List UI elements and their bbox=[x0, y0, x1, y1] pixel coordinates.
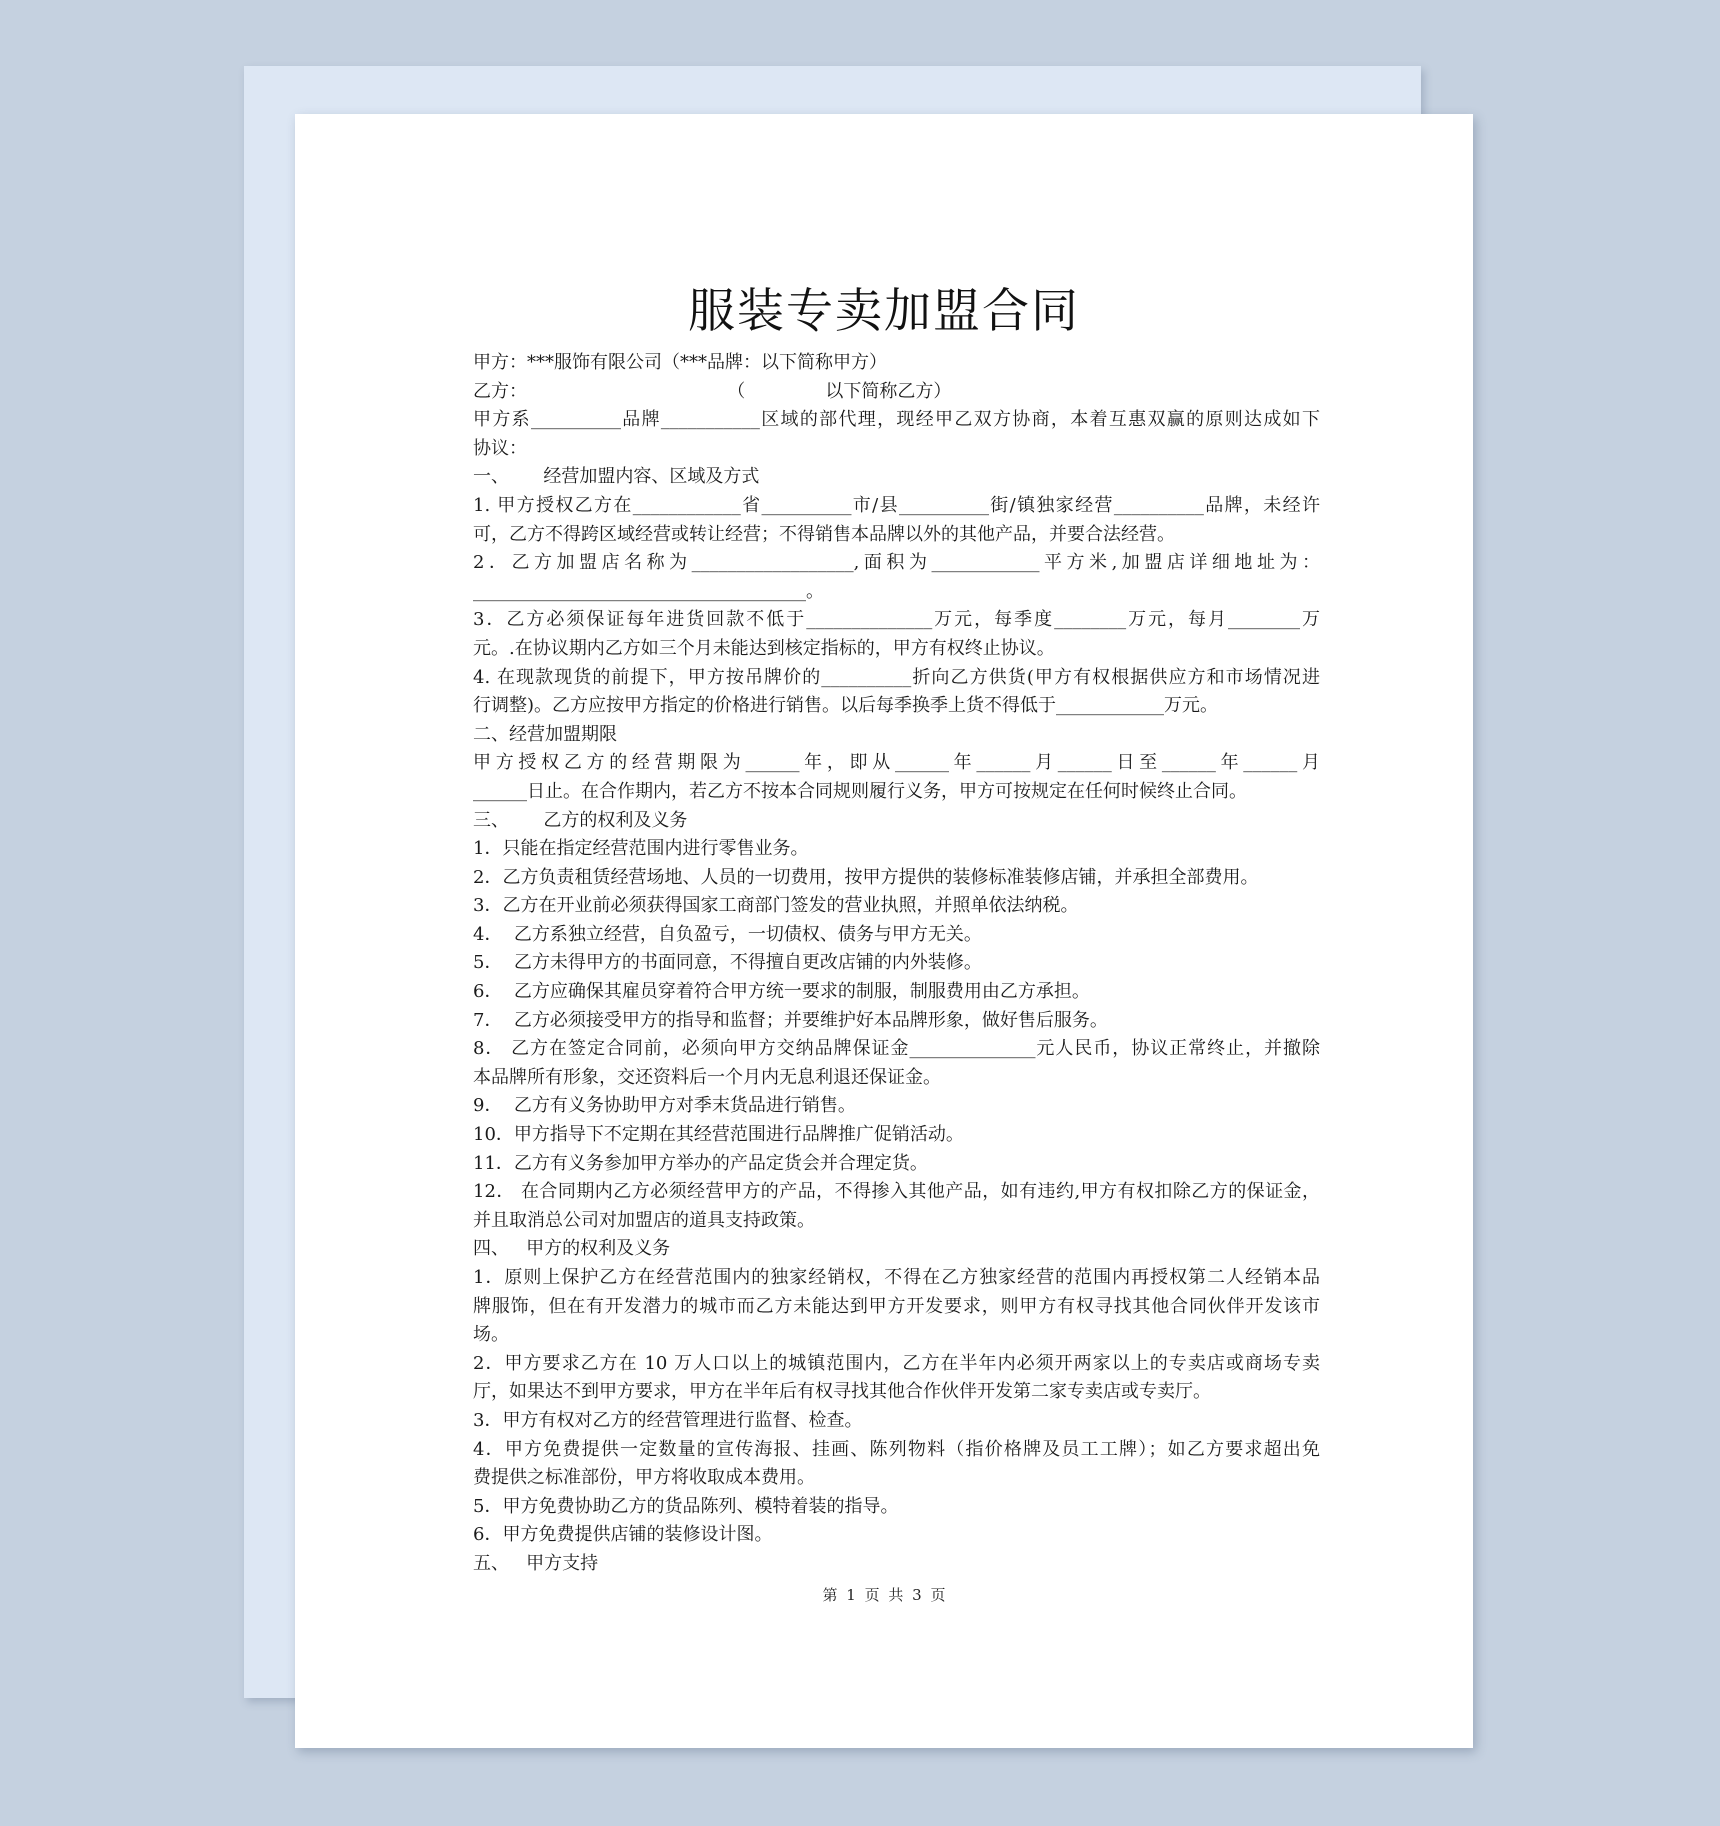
contract-line: 五、 甲方支持 bbox=[473, 1552, 599, 1574]
document-page bbox=[295, 114, 1473, 1748]
contract-line: 甲方系__________品牌___________区域的部代理，现经甲乙双方协商，本着互惠双赢的原则达成如下 bbox=[473, 409, 1320, 431]
contract-line: 本品牌所有形象，交还资料后一个月内无息利退还保证金。 bbox=[473, 1066, 941, 1088]
contract-line: 4. 在现款现货的前提下，甲方按吊牌价的__________折向乙方供货(甲方有权根据供应方和市场情况进 bbox=[473, 666, 1320, 688]
contract-line: 1. 甲方授权乙方在____________省__________市/县__________街/镇独家经营__________品牌，未经许 bbox=[473, 494, 1320, 516]
contract-line: 乙方： （ 以下简称乙方） bbox=[473, 380, 952, 402]
contract-line: 12． 在合同期内乙方必须经营甲方的产品，不得掺入其他产品，如有违约,甲方有权扣除乙方的保证金， bbox=[473, 1181, 1320, 1203]
contract-line: 可，乙方不得跨区域经营或转让经营；不得销售本品牌以外的其他产品，并要合法经营。 bbox=[473, 523, 1175, 545]
contract-line: 2．甲方要求乙方在 10 万人口以上的城镇范围内，乙方在半年内必须开两家以上的专卖店或商场专卖 bbox=[473, 1352, 1320, 1374]
contract-line: 甲方：***服饰有限公司（***品牌：以下简称甲方） bbox=[473, 352, 887, 373]
contract-line: 3．甲方有权对乙方的经营管理进行监督、检查。 bbox=[473, 1409, 863, 1431]
contract-line: 牌服饰，但在有开发潜力的城市而乙方未能达到甲方开发要求，则甲方有权寻找其他合同伙伴开发该市 bbox=[473, 1295, 1320, 1317]
contract-line: 场。 bbox=[473, 1324, 509, 1346]
contract-line: 费提供之标准部份，甲方将收取成本费用。 bbox=[473, 1467, 815, 1489]
page-number-footer: 第 1 页 共 3 页 bbox=[822, 1586, 946, 1604]
contract-line: 1．只能在指定经营范围内进行零售业务。 bbox=[473, 838, 809, 860]
contract-line: 厅，如果达不到甲方要求，甲方在半年后有权寻找其他合作伙伴开发第二家专卖店或专卖厅。 bbox=[473, 1381, 1211, 1403]
contract-line: 5． 乙方未得甲方的书面同意，不得擅自更改店铺的内外装修。 bbox=[473, 952, 982, 974]
contract-line: 9． 乙方有义务协助甲方对季末货品进行销售。 bbox=[473, 1095, 856, 1117]
contract-line: 8． 乙方在签定合同前，必须向甲方交纳品牌保证金______________元人民币，协议正常终止，并撤除 bbox=[473, 1038, 1320, 1060]
contract-line: ______日止。在合作期内，若乙方不按本合同规则履行义务，甲方可按规定在任何时候终止合同。 bbox=[473, 780, 1247, 802]
contract-body bbox=[473, 349, 1320, 1579]
contract-line: 2．乙方负责租赁经营场地、人员的一切费用，按甲方提供的装修标准装修店铺，并承担全部费用。 bbox=[473, 866, 1259, 888]
contract-line: 3．乙方必须保证每年进货回款不低于______________万元，每季度________万元，每月________万 bbox=[473, 609, 1320, 631]
contract-line: 甲方授权乙方的经营期限为______年，即从______年______月______日至______年______月 bbox=[473, 752, 1320, 774]
contract-line: 四、 甲方的权利及义务 bbox=[473, 1238, 671, 1260]
contract-line: 4．甲方免费提供一定数量的宣传海报、挂画、陈列物料（指价格牌及员工工牌）；如乙方要求超出免 bbox=[473, 1438, 1320, 1460]
contract-line: 3．乙方在开业前必须获得国家工商部门签发的营业执照，并照单依法纳税。 bbox=[473, 895, 1079, 917]
contract-line: 11．乙方有义务参加甲方举办的产品定货会并合理定货。 bbox=[473, 1152, 928, 1174]
contract-line: 5．甲方免费协助乙方的货品陈列、模特着装的指导。 bbox=[473, 1495, 899, 1517]
document-title: 服装专卖加盟合同 bbox=[688, 284, 1080, 339]
contract-line: 行调整)。乙方应按甲方指定的价格进行销售。以后每季换季上货不得低于____________万元。 bbox=[473, 695, 1219, 717]
contract-line: 1．原则上保护乙方在经营范围内的独家经销权，不得在乙方独家经营的范围内再授权第二人经销本品 bbox=[473, 1267, 1320, 1288]
contract-line: 三、 乙方的权利及义务 bbox=[473, 809, 688, 831]
contract-line: 二、经营加盟期限 bbox=[473, 723, 617, 745]
contract-line: 一、 经营加盟内容、区域及方式 bbox=[473, 466, 760, 488]
contract-line: 协议： bbox=[473, 437, 527, 459]
contract-line: _____________________________________。 bbox=[473, 580, 824, 602]
contract-line: 7． 乙方必须接受甲方的指导和监督；并要维护好本品牌形象，做好售后服务。 bbox=[473, 1009, 1108, 1031]
contract-line: 6．甲方免费提供店铺的装修设计图。 bbox=[473, 1524, 773, 1546]
contract-line: 2．乙方加盟店名称为__________________,面积为____________平方米,加盟店详细地址为： bbox=[473, 552, 1320, 574]
contract-line: 10．甲方指导下不定期在其经营范围进行品牌推广促销活动。 bbox=[473, 1124, 964, 1146]
contract-line: 6． 乙方应确保其雇员穿着符合甲方统一要求的制服，制服费用由乙方承担。 bbox=[473, 981, 1090, 1003]
contract-line: 4． 乙方系独立经营，自负盈亏，一切债权、债务与甲方无关。 bbox=[473, 923, 982, 945]
contract-line: 元。.在协议期内乙方如三个月未能达到核定指标的，甲方有权终止协议。 bbox=[473, 637, 1055, 659]
contract-line: 并且取消总公司对加盟店的道具支持政策。 bbox=[473, 1209, 815, 1231]
